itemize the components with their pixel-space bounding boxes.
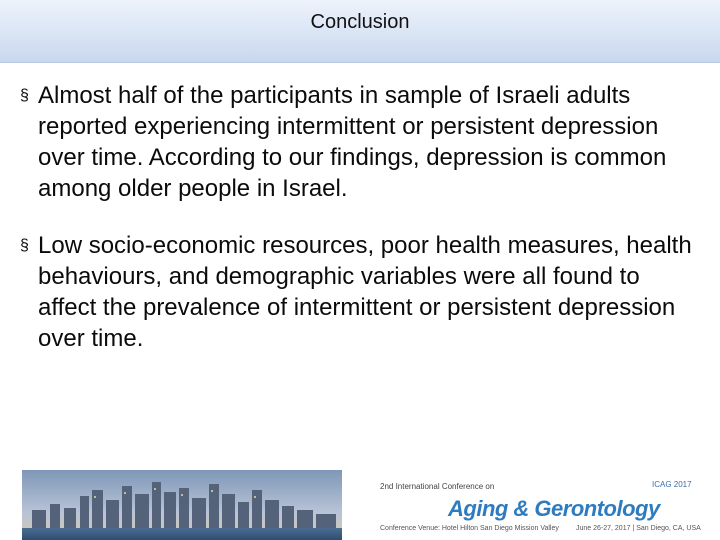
- conference-footer: [22, 470, 701, 540]
- conference-banner: [342, 470, 701, 540]
- conference-title: Aging & Gerontology: [448, 496, 660, 521]
- conference-logo: ICAG 2017: [652, 480, 692, 489]
- bullet-text: Almost half of the participants in sample of Israeli adults reported experiencing intermittent or persistent depression over time. According to our findings, depression is common among older people in Israel.: [38, 82, 667, 202]
- bullet-text: Low socio-economic resources, poor health measures, health behaviours, and demographic variables were all found to affect the prevalence of intermittent or persistent depression over time.: [38, 232, 692, 352]
- header-divider: [0, 62, 720, 63]
- conference-venue: Conference Venue: Hotel Hilton San Diego Mission Valley: [380, 525, 559, 532]
- city-skyline-image: [22, 470, 342, 540]
- bullet-marker-icon: §: [20, 87, 29, 104]
- bullet-item-2: [20, 230, 700, 354]
- conference-dates: June 26-27, 2017 | San Diego, CA, USA: [576, 525, 701, 532]
- bullet-list: [20, 80, 700, 380]
- slide-title: Conclusion: [310, 11, 410, 33]
- bullet-item-1: [20, 80, 700, 204]
- bullet-marker-icon: §: [20, 237, 29, 254]
- conference-subtitle: 2nd International Conference on: [380, 482, 495, 491]
